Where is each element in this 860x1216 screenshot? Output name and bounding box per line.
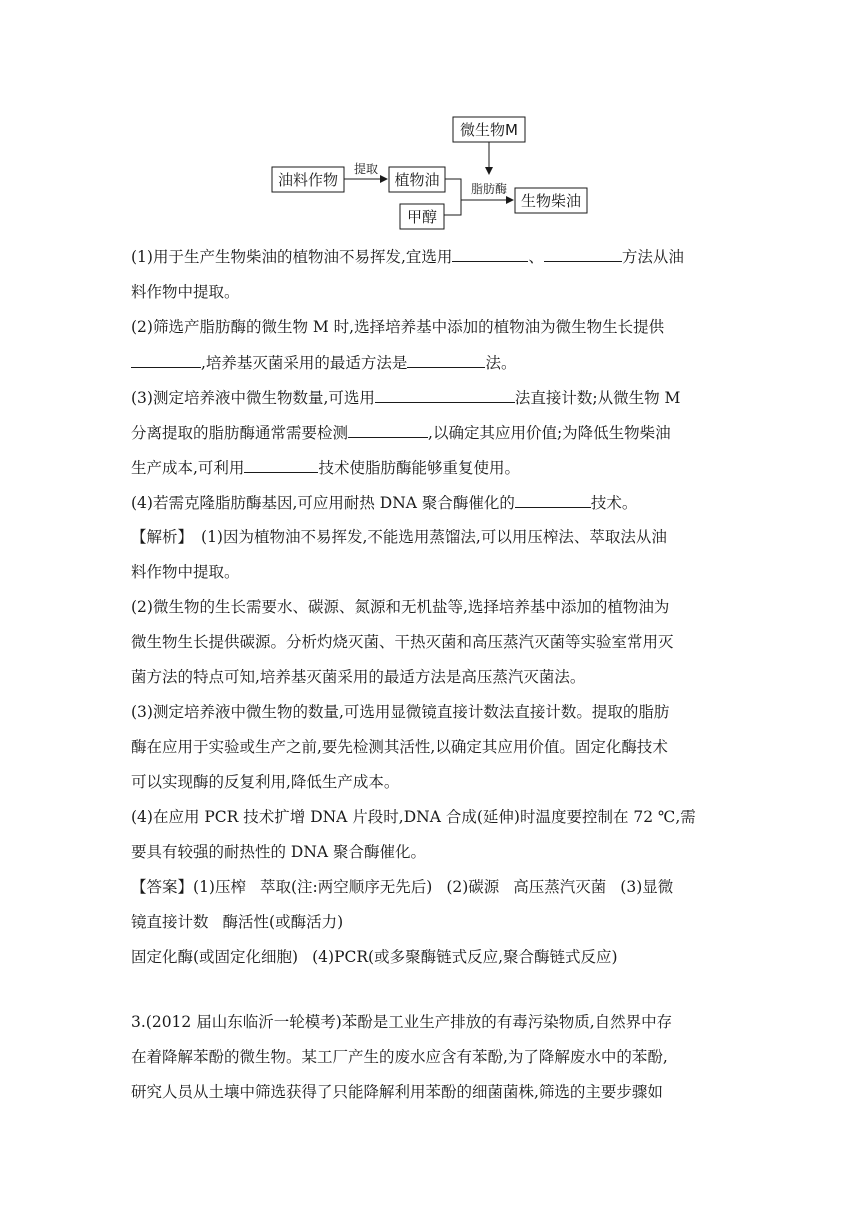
label-lipase: 脂肪酶 — [470, 182, 508, 196]
q3-line2: 分离提取的脂肪酶通常需要检测 ,以确定其应用价值;为降低生物柴油 — [131, 424, 671, 442]
analysis-line6: (3)测定培养液中微生物的数量,可选用显微镜直接计数法直接计数。提取的脂肪 — [131, 703, 670, 721]
q3next-line3: 研究人员从土壤中筛选获得了只能降解利用苯酚的细菌菌株,筛选的主要步骤如 — [131, 1083, 663, 1101]
label-extract: 提取 — [353, 162, 379, 176]
node-veg-oil: 植物油 — [394, 171, 440, 189]
answer-line3: 固定化酶(或固定化细胞) (4)PCR(或多聚酶链式反应,聚合酶链式反应) — [131, 948, 618, 966]
analysis-line3: (2)微生物的生长需要水、碳源、氮源和无机盐等,选择培养基中添加的植物油为 — [131, 598, 670, 616]
q3next-line1: 3.(2012 届山东临沂一轮模考)苯酚是工业生产排放的有毒污染物质,自然界中存 — [131, 1013, 673, 1031]
analysis-line1: 【解析】 (1)因为植物油不易挥发,不能选用蒸馏法,可以用压榨法、萃取法从油 — [131, 528, 667, 546]
node-microbe: 微生物M — [460, 121, 518, 139]
q2-line2: ,培养基灭菌采用的最适方法是 法。 — [131, 352, 516, 373]
answer-line2: 镜直接计数 酶活性(或酶活力) — [131, 913, 344, 931]
blank — [244, 457, 318, 473]
analysis-line8: 可以实现酶的反复利用,降低生产成本。 — [131, 773, 400, 791]
node-methanol: 甲醇 — [406, 208, 438, 226]
node-biodiesel: 生物柴油 — [520, 192, 582, 210]
analysis-line2: 料作物中提取。 — [131, 563, 240, 581]
flow-diagram — [0, 0, 860, 230]
analysis-line5: 菌方法的特点可知,培养基灭菌采用的最适方法是高压蒸汽灭菌法。 — [131, 668, 586, 686]
q3next-line2: 在着降解苯酚的微生物。某工厂产生的废水应含有苯酚,为了降解废水中的苯酚, — [131, 1048, 668, 1066]
analysis-line7: 酶在应用于实验或生产之前,要先检测其活性,以确定其应用价值。固定化酶技术 — [131, 738, 668, 756]
analysis-line10: 要具有较强的耐热性的 DNA 聚合酶催化。 — [131, 843, 427, 861]
blank — [452, 246, 528, 262]
q3-line1: (3)测定培养液中微生物数量,可选用 法直接计数;从微生物 M — [131, 389, 681, 407]
answer-tag: 【答案】 — [131, 878, 194, 896]
analysis-line4: 微生物生长提供碳源。分析灼烧灭菌、干热灭菌和高压蒸汽灭菌等实验室常用灭 — [131, 633, 674, 651]
answer-line1: 【答案】(1)压榨 萃取(注:两空顺序无先后) (2)碳源 高压蒸汽灭菌 (3)显微 — [131, 878, 674, 896]
analysis-line9: (4)在应用 PCR 技术扩增 DNA 片段时,DNA 合成(延伸)时温度要控制在 72 ℃,需 — [131, 808, 696, 826]
q2-line1: (2)筛选产脂肪酶的微生物 M 时,选择培养基中添加的植物油为微生物生长提供 — [131, 318, 665, 336]
blank — [131, 352, 201, 368]
q1-line1: (1)用于生产生物柴油的植物油不易挥发,宜选用 、 方法从油 — [131, 248, 684, 266]
blank — [348, 422, 428, 438]
q1-line2: 料作物中提取。 — [131, 283, 240, 301]
blank — [407, 352, 485, 368]
q3-line3: 生产成本,可利用 技术使脂肪酶能够重复使用。 — [131, 459, 520, 477]
q4-line1: (4)若需克隆脂肪酶基因,可应用耐热 DNA 聚合酶催化的 技术。 — [131, 494, 638, 512]
blank — [544, 246, 622, 262]
analysis-tag: 【解析】 — [131, 528, 194, 546]
connector-oil-methanol — [444, 179, 461, 215]
blank — [515, 492, 591, 508]
blank — [375, 387, 515, 403]
node-crop: 油料作物 — [277, 171, 339, 189]
